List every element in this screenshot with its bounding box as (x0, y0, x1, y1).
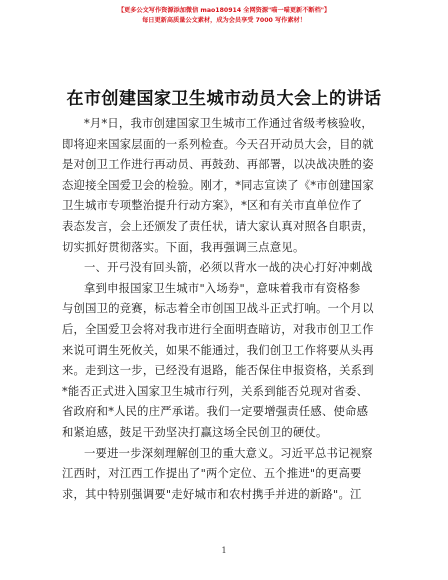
body-line: 后，全国爱卫会将对我市进行全面明查暗访，对我市创卫工作 (62, 322, 374, 336)
promo-banner-line-1: 【更多公文写作资源添加微信 mao180914 全网资源"喵一喵更新不断档"】 (117, 7, 331, 14)
body-line: 求，其中特别强调要"走好城市和农村携手并进的新路"。江 (62, 487, 362, 501)
promo-banner-line-2: 每日更新高质量公文素材，成为会员享受 7000 写作素材！ (142, 17, 306, 24)
body-line: *月*日，我市创建国家卫生城市工作通过省级考核验收， (84, 117, 373, 130)
body-line: 与创国卫的竞赛，标志着全市创国卫战斗正式打响。一个月以 (62, 302, 374, 316)
body-line: 和紧迫感，鼓足干劲坚决打赢这场全民创卫的硬仗。 (62, 425, 328, 439)
body-line: 一要进一步深刻理解创卫的重大意义。习近平总书记视察 (84, 446, 373, 460)
page-number: 1 (221, 546, 227, 555)
body-line: 切实抓好贯彻落实。下面，我再强调三点意见。 (62, 240, 305, 254)
body-line: 拿到申报国家卫生城市"入场券"，意味着我市有资格参 (84, 281, 361, 295)
body-line: 来。走到这一步，已经没有退路，能否保住申报资格，关系到 (62, 364, 374, 378)
body-line: 是对创卫工作进行再动员、再鼓劲、再部署，以决战决胜的姿 (62, 158, 374, 172)
promo-banner (0, 6, 448, 26)
document-body (62, 114, 392, 505)
body-line: 江西时，对江西工作提出了"两个定位、五个推进"的更高要 (62, 467, 362, 481)
body-line: 卫生城市专项整治提升行动方案》，*区和有关市直单位作了 (62, 199, 363, 213)
body-line: *能否正式进入国家卫生城市行列，关系到能否兑现对省委、 (62, 384, 369, 398)
body-line: 来说可谓生死攸关，如果不能通过，我们创卫工作将要从头再 (62, 343, 374, 357)
body-line: 即将迎来国家层面的一系列检查。今天召开动员大会，目的就 (62, 137, 374, 151)
body-line: 省政府和*人民的庄严承诺。我们一定要增强责任感、使命感 (62, 405, 369, 419)
body-line: 表态发言，会上还颁发了责任状，请大家认真对照各自职责， (62, 219, 374, 233)
section-heading: 一、开弓没有回头箭，必须以背水一战的决心打好冲刺战 (84, 261, 373, 275)
body-line: 态迎接全国爱卫会的检验。刚才，*同志宣读了《*市创建国家 (62, 178, 375, 192)
document-title: 在市创建国家卫生城市动员大会上的讲话 (66, 89, 382, 109)
